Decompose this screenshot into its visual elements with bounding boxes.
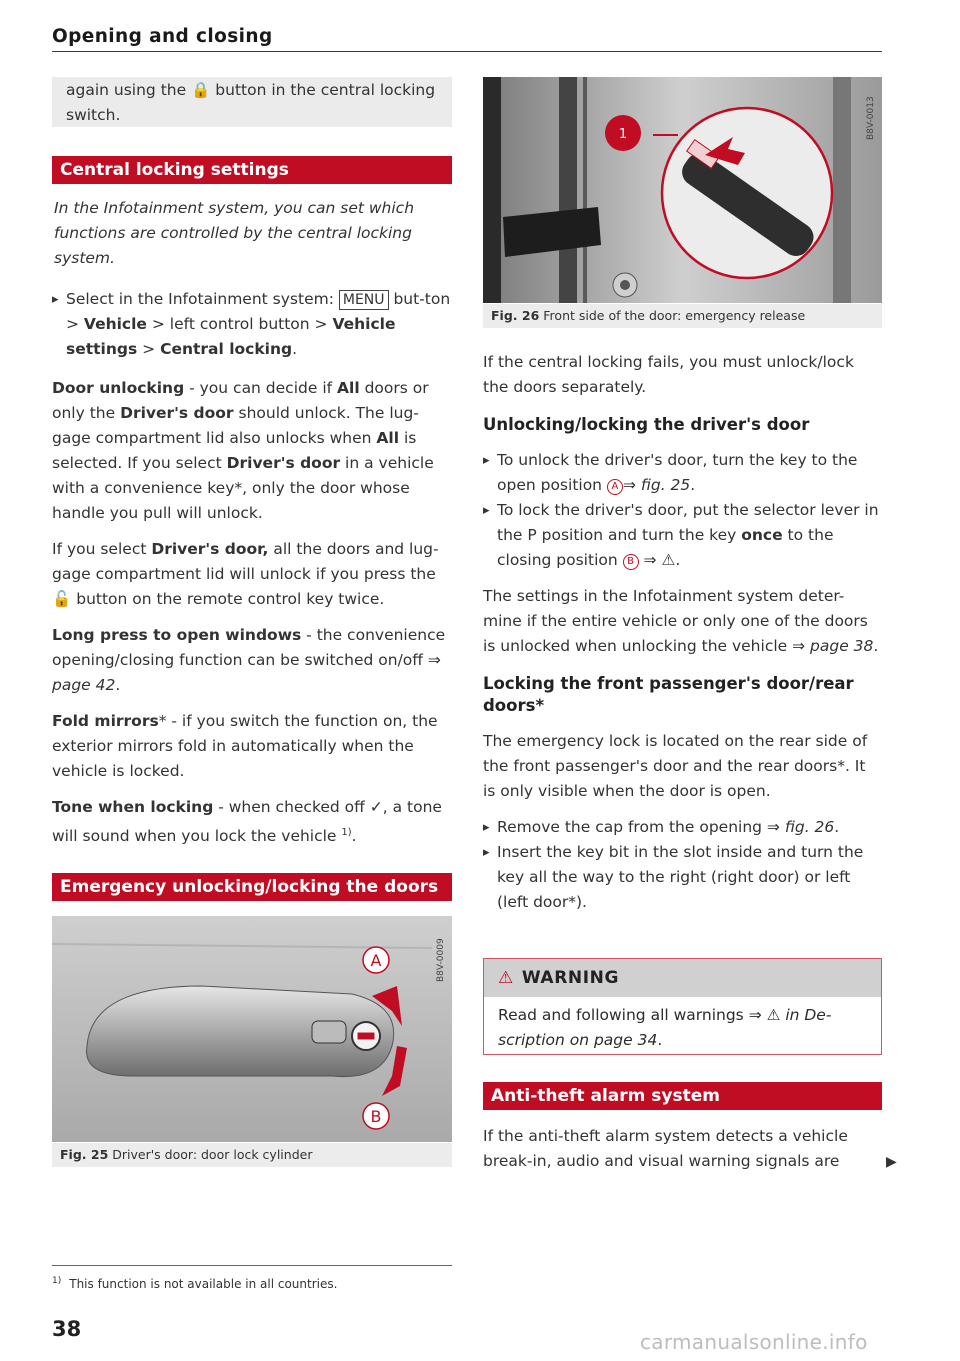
subhead-passenger-door: Locking the front passenger's door/rear doors* — [483, 674, 854, 715]
footnote: $^{1)}$ This function is not available in all countries. — [52, 1276, 338, 1291]
left-column — [52, 77, 452, 860]
step-insert-key: ▸ Insert the key bit in the slot inside and turn the key all the way to the right (right door) or left (left door*). — [483, 840, 882, 915]
emergency-lock-para: The emergency lock is located on the rear side of the front passenger's door and the rear doors*. It is only visible when the door is open. — [483, 732, 868, 800]
figure-26-id: B8V-0013 — [866, 96, 876, 140]
page-number: 38 — [52, 1317, 82, 1341]
watermark: carmanualsonline.info — [640, 1330, 868, 1354]
anti-theft-para: If the anti-theft alarm system detects a vehicle break-in, audio and visual warning signals are — [483, 1127, 848, 1170]
fig-ref-link[interactable]: ⇒ fig. 25 — [622, 476, 691, 494]
unlock-icon: 🔓 — [52, 590, 72, 608]
warning-icon: ⚠ — [498, 968, 514, 988]
right-column — [483, 350, 882, 926]
central-locking-fails-para: If the central locking fails, you must unlock/lock the doors separately. — [483, 353, 854, 396]
step-select: ▸ Select in the Infotainment system: MENU but-ton > Vehicle > left control button > Vehicle settings > Central locking. — [52, 287, 452, 362]
page-ref-link[interactable]: ⇒ page 42 — [52, 651, 441, 694]
section-intro: In the Infotainment system, you can set which functions are controlled by the central locking system. — [54, 199, 415, 267]
step-remove-cap: ▸ Remove the cap from the opening ⇒ fig. 26. — [483, 815, 882, 840]
warning-text: Read and following all warnings ⇒ ⚠ in De-scription on page 34. — [498, 1006, 832, 1049]
warning-ref-link[interactable]: ⇒ ⚠ — [638, 551, 676, 569]
figure-26-image — [483, 77, 882, 303]
warning-box — [483, 958, 882, 1055]
figure-25-image — [52, 916, 452, 1142]
svg-text:A: A — [370, 951, 382, 970]
intro-box-text: again using the 🔒 button in the central locking switch. — [66, 81, 436, 124]
step-unlock-driver: ▸ To unlock the driver's door, turn the key to the open position A ⇒ fig. 25. — [483, 448, 882, 498]
header-rule — [52, 51, 882, 52]
warning-ref-link[interactable]: ⇒ ⚠ in De-scription on page 34 — [498, 1006, 832, 1049]
long-press-para: Long press to open windows - the convenience opening/closing function can be switched on/off ⇒ page 42. — [52, 626, 446, 694]
figure-25-id: B8V-0009 — [436, 938, 446, 982]
door-handle-illustration — [52, 916, 452, 1142]
page-ref-link[interactable]: ⇒ page 38 — [792, 637, 874, 655]
settings-para: The settings in the Infotainment system deter-mine if the entire vehicle or only one of the doors is unlocked when unlocking the vehicle ⇒ page 38. — [483, 587, 879, 655]
figure-26-caption: Fig. 26 Front side of the door: emergency release — [483, 304, 882, 328]
svg-text:1: 1 — [618, 127, 628, 142]
section-title-anti-theft: Anti-theft alarm system — [483, 1082, 882, 1110]
fold-mirrors-para: Fold mirrors* - if you switch the function on, the exterior mirrors fold in automatically when the vehicle is locked. — [52, 712, 438, 780]
intro-box — [52, 77, 452, 127]
menu-key: MENU — [339, 290, 389, 310]
if-select-para: If you select Driver's door, all the doors and lug-gage compartment lid will unlock if you press the 🔓 button on the remote control key twice. — [52, 540, 439, 608]
warning-header: ⚠ WARNING — [484, 959, 881, 997]
section-title-central-locking: Central locking settings — [52, 156, 452, 184]
tone-para: Tone when locking - when checked off ✓, a tone will sound when you lock the vehicle $^{1)}$. — [52, 798, 442, 846]
page-header: Opening and closing — [52, 26, 273, 47]
footnote-rule — [52, 1265, 452, 1266]
continue-arrow-icon: ▶ — [886, 1154, 897, 1170]
fig-ref-link[interactable]: ⇒ fig. 26 — [766, 818, 835, 836]
step-lock-driver: ▸ To lock the driver's door, put the selector lever in the P position and turn the key once to the closing position B ⇒ ⚠. — [483, 498, 882, 573]
door-emergency-release-illustration — [483, 77, 882, 303]
door-unlocking-para: Door unlocking - you can decide if All doors or only the Driver's door should unlock. The lug-gage compartment lid also unlocks when All is selected. If you select Driver's door in a vehicle with a convenience key*, only the door whose handle you pull will unlock. — [52, 379, 434, 522]
section-title-emergency: Emergency unlocking/locking the doors — [52, 873, 452, 901]
subhead-driver-door: Unlocking/locking the driver's door — [483, 415, 810, 434]
figure-25-caption: Fig. 25 Driver's door: door lock cylinder — [52, 1143, 452, 1167]
svg-text:B: B — [370, 1107, 382, 1126]
